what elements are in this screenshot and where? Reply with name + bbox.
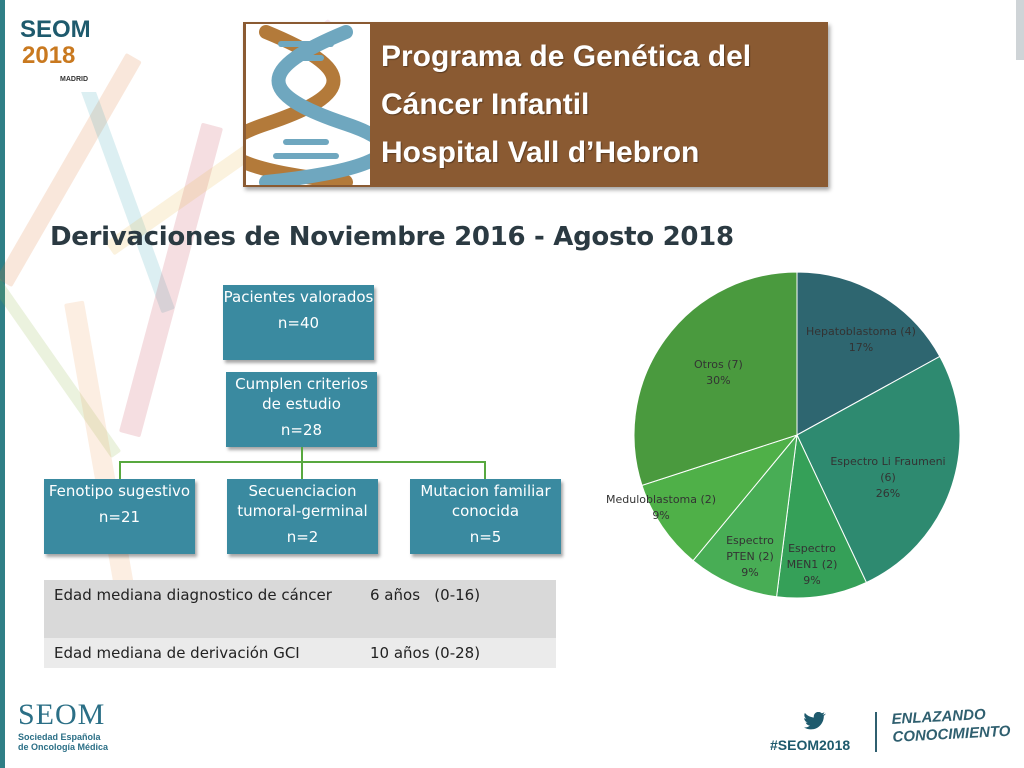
org-box-label: Mutacion familiar conocida	[420, 482, 551, 520]
org-box-fenotipo	[44, 479, 195, 554]
seom-footer-logo	[18, 700, 108, 752]
connector-line	[119, 461, 121, 479]
header-line-1: Programa de Genética del	[381, 40, 752, 73]
pie-label-name: Hepatoblastoma (4)	[806, 325, 916, 338]
pie-label	[694, 357, 743, 389]
org-box-count: n=5	[469, 528, 502, 546]
slogan-text	[891, 705, 1011, 747]
pie-label	[722, 533, 778, 581]
pie-label-percent: 9%	[652, 509, 670, 522]
right-accent-bar	[1016, 0, 1024, 60]
table-row	[44, 638, 556, 668]
twitter-icon	[804, 712, 826, 735]
org-box-mutacion	[410, 479, 561, 554]
pie-label-percent: 30%	[706, 374, 731, 387]
hashtag-text: #SEOM2018	[770, 737, 851, 753]
table-cell-label: Edad mediana de derivación GCI	[44, 638, 360, 668]
pie-label	[782, 541, 842, 589]
table-cell-value: 10 años (0-28)	[360, 638, 556, 668]
header-line-3: Hospital Vall d’Hebron	[381, 136, 700, 169]
org-box-label: Secuenciacion tumoral-germinal	[237, 482, 368, 520]
footer-seom-text: SEOM	[18, 698, 106, 731]
pie-label	[806, 324, 916, 356]
org-box-count: n=28	[280, 421, 323, 439]
org-box-label: Fenotipo sugestivo	[48, 482, 191, 500]
org-box-pacientes	[223, 285, 374, 360]
pie-label-name: Espectro Li Fraumeni (6)	[830, 455, 946, 484]
footer-society-line2: de Oncología Médica	[18, 742, 109, 752]
pie-label-name: Otros (7)	[694, 358, 743, 371]
dna-helix-icon	[246, 24, 370, 185]
org-box-count: n=21	[98, 508, 141, 526]
pie-label-percent: 26%	[875, 487, 901, 500]
connector-line	[301, 447, 303, 462]
age-summary-table	[44, 580, 556, 668]
footer-divider	[875, 712, 877, 752]
table-cell-value: 6 años (0-16)	[360, 580, 556, 638]
footer-society-line1: Sociedad Española	[18, 732, 101, 742]
pie-label-name: Espectro MEN1 (2)	[786, 542, 838, 571]
slogan-line-1: ENLAZANDO	[891, 706, 987, 728]
logo-year-text: 2018	[22, 42, 76, 69]
connector-line	[301, 461, 303, 479]
pie-label	[606, 492, 716, 524]
seom-2018-logo	[14, 6, 98, 92]
table-row	[44, 580, 556, 638]
page-subtitle: Derivaciones de Noviembre 2016 - Agosto 2018	[50, 222, 734, 252]
org-box-label: Cumplen criterios de estudio	[235, 375, 368, 413]
connector-line	[484, 461, 486, 479]
pie-label-percent: 17%	[848, 341, 874, 354]
slogan-line-2: CONOCIMIENTO	[892, 722, 1011, 746]
org-box-criterios	[226, 372, 377, 447]
org-box-secuenciacion	[227, 479, 378, 554]
org-box-count: n=40	[277, 314, 320, 332]
org-box-label: Pacientes valorados	[223, 288, 374, 306]
org-box-count: n=2	[286, 528, 319, 546]
pie-label-name: Meduloblastoma (2)	[606, 493, 717, 506]
left-accent-bar	[0, 0, 5, 768]
logo-city-text: MADRID	[60, 76, 88, 83]
table-cell-label: Edad mediana diagnostico de cáncer	[44, 580, 360, 638]
logo-seom-text: SEOM	[20, 16, 91, 43]
pie-label-percent: 9%	[741, 566, 759, 579]
pie-label-name: Espectro PTEN (2)	[726, 534, 774, 563]
pie-label	[826, 454, 950, 502]
header-line-2: Cáncer Infantil	[381, 88, 590, 121]
pie-label-percent: 9%	[803, 574, 821, 587]
